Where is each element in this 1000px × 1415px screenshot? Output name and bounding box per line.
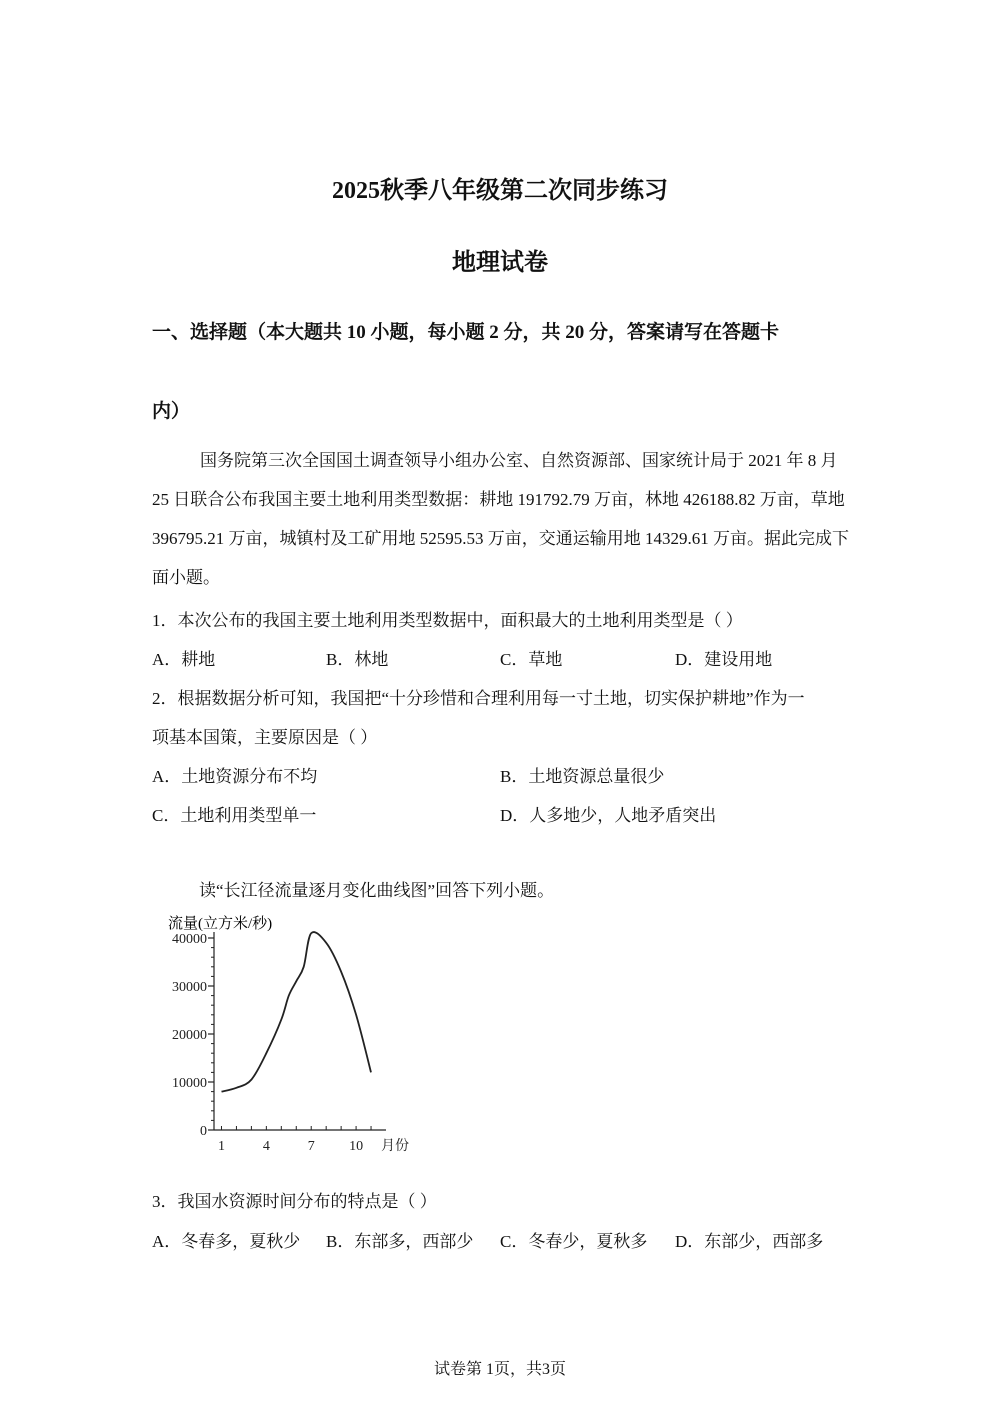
question-1-stem: 1．本次公布的我国主要土地利用类型数据中，面积最大的土地利用类型是（ ） [152, 611, 743, 630]
passage-chart-intro: 读“长江径流量逐月变化曲线图”回答下列小题。 [199, 881, 555, 900]
chart-ylabel: 流量(立方米/秒) [168, 916, 273, 932]
runoff-chart [150, 905, 450, 1165]
q1-option-b: B．林地 [326, 650, 389, 669]
q3-option-a: A．冬春多，夏秋少 [152, 1232, 301, 1251]
page-footer: 试卷第 1页，共3页 [433, 1361, 566, 1378]
x-tick-label: 1 [217, 1139, 225, 1154]
section-heading: 一、选择题（本大题共 10 小题，每小题 2 分，共 20 分，答案请写在答题卡 [152, 322, 780, 343]
y-tick-label: 30000 [172, 980, 207, 995]
q2-option-d: D．人多地少，人地矛盾突出 [500, 806, 717, 825]
q2-option-b: B．土地资源总量很少 [500, 767, 665, 786]
passage-land-use: 国务院第三次全国国土调查领导小组办公室、自然资源部、国家统计局于 2021 年 8 月 25 日联合公布我国主要土地利用类型数据：耕地 191792.79 万亩，林地 426188.82 万亩，草地 396795.21 万亩，城镇村及工矿用地 52595.53 万亩，交通运输用地 14329.61 万亩。据此完成下面小题。 [152, 451, 849, 587]
question-2-stem-cont: 项基本国策，主要原因是（ ） [152, 728, 378, 747]
q1-option-d: D．建设用地 [675, 650, 773, 669]
x-tick-label: 7 [307, 1139, 315, 1154]
x-tick-label: 10 [349, 1139, 364, 1154]
exam-subject: 地理试卷 [452, 250, 548, 276]
x-tick-label: 4 [262, 1139, 270, 1154]
q3-option-c: C．冬春少，夏秋多 [500, 1232, 648, 1251]
q1-option-a: A．耕地 [152, 650, 216, 669]
q3-option-b: B．东部多，西部少 [326, 1232, 474, 1251]
y-tick-label: 10000 [172, 1076, 207, 1091]
question-2-stem: 2．根据数据分析可知，我国把“十分珍惜和合理利用每一寸土地，切实保护耕地”作为一 [152, 689, 805, 708]
q3-option-d: D．东部少，西部多 [675, 1232, 824, 1251]
y-tick-label: 40000 [172, 932, 207, 947]
question-3-stem: 3．我国水资源时间分布的特点是（ ） [152, 1192, 437, 1211]
runoff-curve [222, 932, 372, 1092]
y-tick-label: 0 [200, 1124, 207, 1139]
q2-option-c: C．土地利用类型单一 [152, 806, 317, 825]
y-tick-label: 20000 [172, 1028, 207, 1043]
x-axis-label: 月份 [381, 1139, 410, 1154]
q1-option-c: C．草地 [500, 650, 563, 669]
section-heading-cont: 内） [152, 401, 191, 422]
exam-title: 2025秋季八年级第二次同步练习 [332, 178, 668, 204]
q2-option-a: A．土地资源分布不均 [152, 767, 318, 786]
